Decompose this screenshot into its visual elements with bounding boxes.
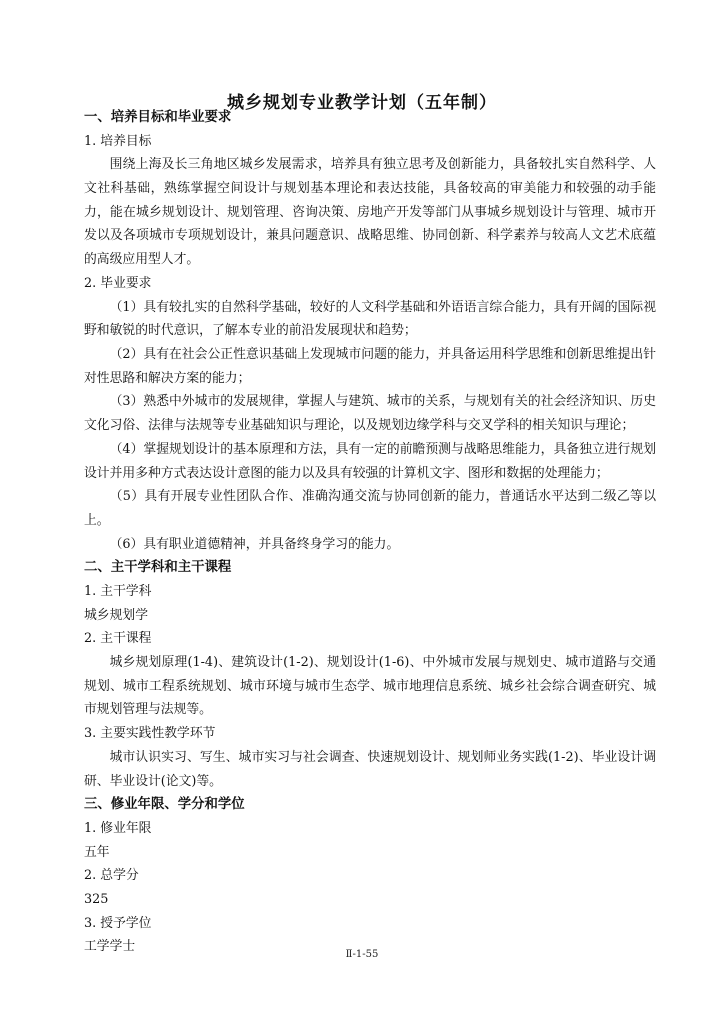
page-title: 城乡规划专业教学计划（五年制） [227,93,497,113]
requirement-3: （3）熟悉中外城市的发展规律，掌握人与建筑、城市的关系，与规划有关的社会经济知识、历史文化习俗、法律与法规等专业基础知识与理论，以及规划边缘学科与交叉学科的相关知识与理论； [84,394,656,434]
requirement-5: （5）具有开展专业性团队合作、准确沟通交流与协同创新的能力，普通话水平达到二级乙等以上。 [84,489,656,528]
subheading-training-goal: 1. 培养目标 [84,133,152,149]
degree-value: 工学学士 [84,939,136,955]
subheading-graduation-requirements: 2. 毕业要求 [84,275,152,291]
document-body [84,106,656,959]
section-heading-3: 三、修业年限、学分和学位 [84,797,245,813]
paragraph-main-courses: 城乡规划原理(1-4)、建筑设计(1-2)、规划设计(1-6)、中外城市发展与规划史、城市道路与交通规划、城市工程系统规划、城市环境与城市生态学、城市地理信息系统、城乡社会综合调查研究、城市规划管理与法规等。 [84,655,656,718]
subheading-practice: 3. 主要实践性教学环节 [84,726,216,742]
section-heading-1: 一、培养目标和毕业要求 [84,110,232,125]
paragraph-practice: 城市认识实习、写生、城市实习与社会调查、快速规划设计、规划师业务实践(1-2)、毕业设计调研、毕业设计(论文)等。 [84,749,656,789]
subheading-main-courses: 2. 主干课程 [84,631,152,647]
paragraph-training-goal: 围绕上海及长三角地区城乡发展需求，培养具有独立思考及创新能力，具备较扎实自然科学、人文社科基础，熟练掌握空间设计与规划基本理论和表达技能，具备较高的审美能力和较强的动手能力，能在城乡规划设计、规划管理、咨询决策、房地产开发等部门从事城乡规划设计与管理、城市开发以及各项城市专项规划设计，兼具问题意识、战略思维、协同创新、科学素养与较高人文艺术底蕴的高级应用型人才。 [84,157,656,268]
study-years-value: 五年 [84,844,110,860]
main-discipline-value: 城乡规划学 [84,607,148,623]
requirement-1: （1）具有较扎实的自然科学基础，较好的人文科学基础和外语语言综合能力，具有开阔的国际视野和敏锐的时代意识，了解本专业的前沿发展现状和趋势； [84,299,656,339]
subheading-study-years: 1. 修业年限 [84,820,152,836]
requirement-4: （4）掌握规划设计的基本原理和方法，具有一定的前瞻预测与战略思维能力，具备独立进行规划设计并用多种方式表达设计意图的能力以及具有较强的计算机文字、图形和数据的处理能力； [84,441,656,481]
section-heading-2: 二、主干学科和主干课程 [84,560,232,576]
total-credits-value: 325 [84,892,109,908]
requirement-2: （2）具有在社会公正性意识基础上发现城市问题的能力，并具备运用科学思维和创新思维提出针对性思路和解决方案的能力； [84,346,656,386]
subheading-total-credits: 2. 总学分 [84,868,139,884]
subheading-degree: 3. 授予学位 [84,915,152,931]
requirement-6: （6）具有职业道德精神，并具备终身学习的能力。 [109,536,400,552]
subheading-main-discipline: 1. 主干学科 [84,584,152,599]
page-number: Ⅱ-1-55 [345,949,379,960]
